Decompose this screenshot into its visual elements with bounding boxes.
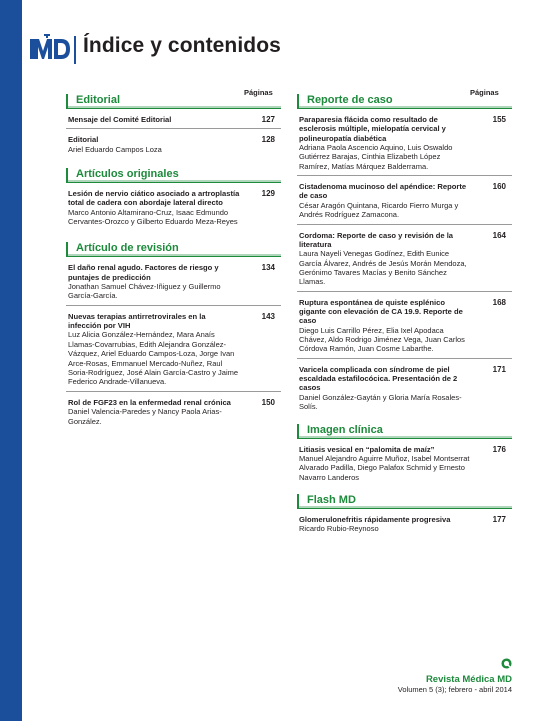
- entry-title: Editorial: [68, 135, 99, 145]
- entry-page: 171: [492, 364, 506, 374]
- entry-page: 164: [492, 230, 506, 240]
- entry-page: 143: [261, 311, 275, 321]
- entry-authors: César Aragón Quintana, Ricardo Fierro Murga y Andrés Rodríguez Zamacona.: [299, 200, 459, 220]
- toc-entry[interactable]: [297, 176, 512, 224]
- toc-entry[interactable]: [297, 292, 512, 359]
- entry-authors: Marco Antonio Altamirano-Cruz, Isaac Edmundo Cervantes-Orozco y Gilberto Eduardo Meza-Reyes: [68, 207, 238, 226]
- entry-authors: Daniel González-Gaytán y Gloria María Rosales-Solís.: [299, 392, 462, 412]
- entry-page: 155: [492, 115, 506, 124]
- header-divider: [74, 36, 76, 64]
- right-column: [297, 94, 512, 543]
- entry-title: Litiasis vesical en “palomita de maíz”: [299, 444, 435, 454]
- toc-entry[interactable]: [297, 509, 512, 538]
- section-articulo-de-revision: [66, 242, 281, 430]
- toc-entry[interactable]: [297, 359, 512, 416]
- toc-entry[interactable]: [66, 129, 281, 158]
- section-articulos-originales: [66, 168, 281, 230]
- left-accent-bar: [0, 0, 22, 721]
- entry-title: Glomerulonefritis rápidamente progresiva: [299, 515, 451, 525]
- entry-authors: Ricardo Rubio-Reynoso: [299, 524, 379, 534]
- entry-authors: Adriana Paola Ascencio Aquino, Luis Oswaldo Gutiérrez Barajas, Cinthia Elizabeth López Ramírez, Matías Márquez Balderrama.: [299, 142, 453, 171]
- entry-title: Paraparesia flácida como resultado de esclerosis múltiple, mielopatía cervical y polineuropatía diabética: [299, 115, 446, 143]
- entry-title: Cistadenoma mucinoso del apéndice: Reporte de caso: [299, 182, 467, 201]
- entry-page: 160: [492, 182, 506, 192]
- entry-authors: Daniel Valencia-Paredes y Nancy Paola Arias-González.: [68, 407, 222, 426]
- section-flash-md: [297, 494, 512, 538]
- toc-entry[interactable]: [66, 257, 281, 305]
- entry-title: Cordoma: Reporte de caso y revisión de la literatura: [299, 230, 454, 249]
- toc-entry[interactable]: [66, 392, 281, 430]
- entry-title: Rol de FGF23 en la enfermedad renal crónica: [68, 397, 231, 407]
- section-title: Artículo de revisión: [66, 242, 281, 257]
- entry-page: 134: [261, 263, 275, 273]
- entry-page: 150: [261, 397, 275, 407]
- entry-authors: Luz Alicia González-Hernández, Mara Anaís Llamas-Covarrubias, Edith Alejandra González-Vázquez, Ariel Eduardo Campos-Loza, Jorge Ivan Arce-Rosas, Emmanuel Mercado-Nuñez, Raul Soria-Rodríguez, José Alain García-Castro y Jaime Federico Andrade-Villanueva.: [68, 330, 239, 387]
- entry-page: 128: [261, 135, 275, 145]
- section-title: Imagen clínica: [297, 424, 512, 439]
- entry-title: Ruptura espontánea de quiste esplénico gigante con elevación de CA 19.9. Reporte de caso: [299, 297, 463, 326]
- toc-entry[interactable]: [297, 109, 512, 176]
- md-leaf-icon: [501, 658, 512, 669]
- entry-title: El daño renal agudo. Factores de riesgo y puntajes de predicción: [68, 263, 219, 282]
- section-title: Flash MD: [297, 494, 512, 509]
- toc-entry[interactable]: [66, 183, 281, 230]
- section-editorial: [66, 94, 281, 158]
- toc-entry[interactable]: [66, 109, 281, 129]
- toc-entry[interactable]: [297, 439, 512, 487]
- section-reporte-de-caso: [297, 94, 512, 416]
- section-title: Reporte de caso: [297, 94, 512, 109]
- entry-title: Lesión de nervio ciático asociado a artroplastía total de cadera con abordaje lateral directo: [68, 189, 240, 208]
- entry-title: Mensaje del Comité Editorial: [68, 115, 172, 124]
- section-title: Artículos originales: [66, 168, 281, 183]
- entry-authors: Diego Luis Carrillo Pérez, Elia Ixel Apodaca Chávez, Aldo Rodrigo Jiménez Vega, Juan Carlos Córdova Ramón, Juan Cosme Labarthe.: [299, 325, 465, 354]
- page-footer: [398, 664, 512, 694]
- entry-page: 127: [261, 115, 275, 124]
- entry-title: Nuevas terapias antirretrovirales en la infección por VIH: [68, 311, 206, 331]
- section-title: Editorial: [66, 94, 281, 109]
- entry-page: 168: [492, 297, 506, 307]
- entry-page: 177: [492, 515, 506, 525]
- entry-title: Varicela complicada con síndrome de piel escaldada estafilocócica. Presentación de 2 casos: [299, 364, 458, 393]
- entry-authors: Jonathan Samuel Chávez-Iñiguez y Guillermo García-García.: [68, 282, 221, 301]
- entry-page: 129: [261, 189, 275, 198]
- issue-info: Volumen 5 (3); febrero - abril 2014: [397, 685, 512, 694]
- left-column: [66, 94, 281, 435]
- entry-page: 176: [492, 444, 506, 454]
- page-title: Índice y contenidos: [83, 34, 281, 57]
- toc-entry[interactable]: [66, 306, 281, 392]
- md-logo-icon: [30, 34, 72, 64]
- toc-entry[interactable]: [297, 225, 512, 292]
- entry-authors: Manuel Alejandro Aguirre Muñoz, Isabel Montserrat Alvarado Padilla, Diego Palafox Schmid y Ernesto Navarro Landeros: [299, 453, 470, 482]
- journal-name: Revista Médica MD: [425, 674, 512, 685]
- entry-authors: Ariel Eduardo Campos Loza: [68, 144, 162, 154]
- pages-column-header: Páginas: [470, 88, 499, 97]
- entry-authors: Laura Nayeli Venegas Godínez, Edith Eunice García Álvarez, Andrés de Jesús Morán Mendoza, Gerónimo Tavares Macías y Benito Sánchez Llamas.: [299, 249, 467, 287]
- pages-column-header: Páginas: [244, 88, 273, 97]
- section-imagen-clinica: [297, 424, 512, 487]
- page-header: [30, 34, 281, 70]
